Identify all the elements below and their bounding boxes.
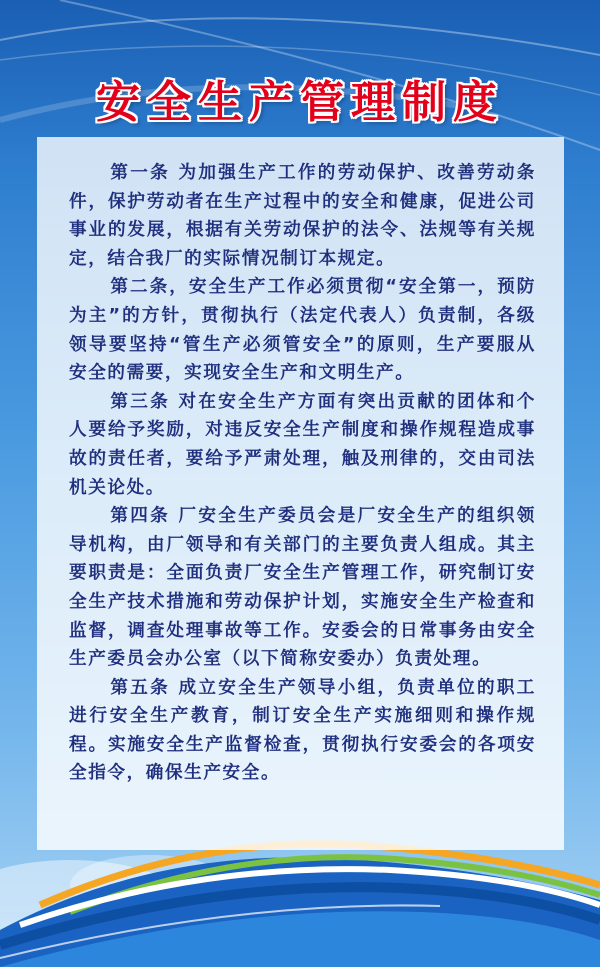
clause-5: 第五条 成立安全生产领导小组，负责单位的职工进行安全生产教育，制订安全生产实施细则和操作规程。实施安全生产监督检查，贯彻执行安委会的各项安全指令，确保生产安全。 bbox=[69, 677, 536, 784]
page-title: 安全生产管理制度 bbox=[96, 77, 504, 128]
clause-3: 第三条 对在安全生产方面有突出贡献的团体和个人要给予奖励，对违反安全生产制度和操作规程造成事故的责任者，要给予严肃处理，触及刑律的，交由司法机关论处。 bbox=[69, 391, 536, 498]
content-panel bbox=[37, 137, 564, 850]
clause-2: 第二条，安全生产工作必须贯彻“安全第一，预防为主”的方针，贯彻执行（法定代表人）负责制，各级领导要坚持“管生产必须管安全”的原则，生产要服从安全的需要，实现安全生产和文明生产。 bbox=[69, 277, 536, 384]
clause-1: 第一条 为加强生产工作的劳动保护、改善劳动条件，保护劳动者在生产过程中的安全和健康，促进公司事业的发展，根据有关劳动保护的法令、法规等有关规定，结合我厂的实际情况制订本规定。 bbox=[69, 163, 536, 269]
clause-4: 第四条 厂安全生产委员会是厂安全生产的组织领导机构，由厂领导和有关部门的主要负责人组成。其主要职责是：全面负责厂安全生产管理工作，研究制订安全生产技术措施和劳动保护计划，实施安全生产检查和监督，调查处理事故等工作。安委会的日常事务由安全生产委员会办公室（以下简称安委办）负责处理。 bbox=[69, 506, 536, 670]
